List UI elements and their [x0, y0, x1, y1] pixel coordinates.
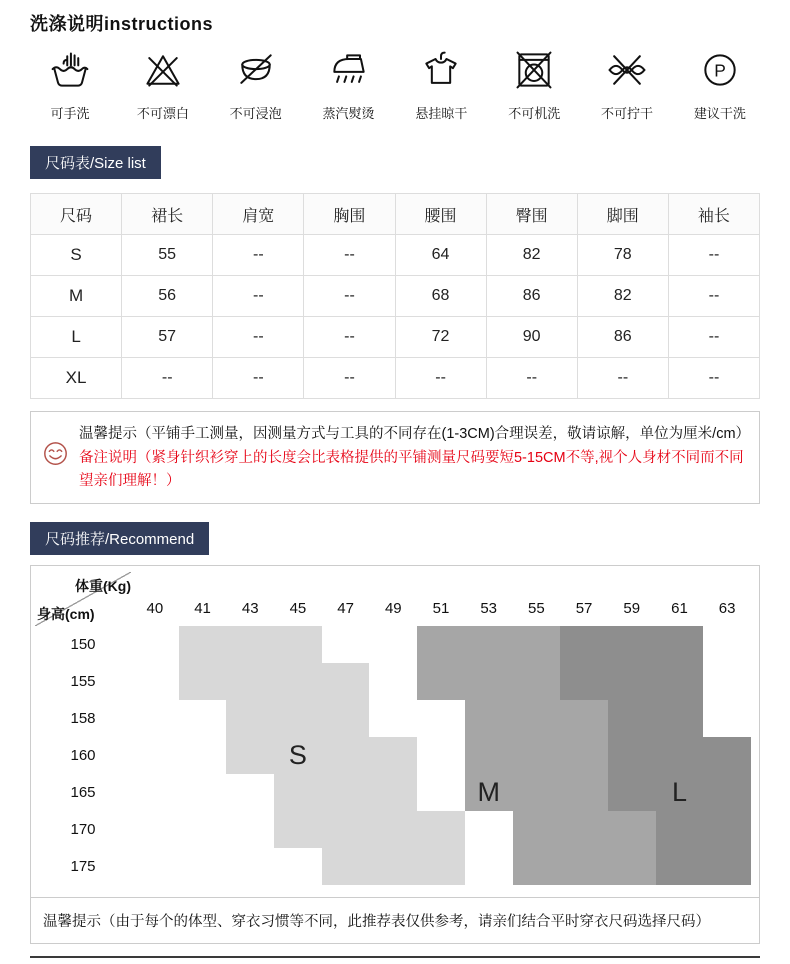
wash-item-2 [216, 48, 296, 122]
chart-cell [417, 811, 465, 848]
chart-cell [417, 663, 465, 700]
axis-weight-label: 体重(Kg) [75, 578, 131, 595]
size-table-cell: -- [213, 317, 304, 358]
height-tick: 150 [70, 636, 96, 654]
chart-cell [322, 663, 370, 700]
chart-cell [322, 774, 370, 811]
wash-item-label: 悬挂晾干 [415, 106, 468, 121]
chart-cell [369, 811, 417, 848]
chart-cell [322, 737, 370, 774]
size-table-cell: M [31, 276, 122, 317]
chart-cell [560, 700, 608, 737]
wash-item-5 [494, 48, 574, 122]
chart-cell [513, 700, 561, 737]
size-table [30, 193, 760, 399]
size-col-header-3: 胸围 [304, 194, 395, 235]
size-table-cell: 64 [395, 235, 486, 276]
weight-tick: 57 [575, 600, 593, 618]
wash-icons-row [30, 48, 760, 122]
wash-item-6 [587, 48, 667, 122]
size-recommend-section [30, 504, 760, 944]
chart-cell [131, 700, 179, 737]
axis-corner [35, 572, 131, 626]
size-table-head [31, 194, 760, 235]
chart-cell [131, 774, 179, 811]
chart-cell [179, 848, 227, 885]
size-recommend-chart [30, 565, 760, 944]
chart-cell [226, 700, 274, 737]
chart-cell [656, 774, 704, 811]
size-table-header-row [31, 194, 760, 235]
region-label-S: S [288, 740, 307, 771]
chart-grid [31, 566, 759, 897]
size-table-cell: L [31, 317, 122, 358]
section-divider [30, 956, 760, 958]
chart-cell [417, 848, 465, 885]
chart-cell [608, 811, 656, 848]
weight-tick: 55 [528, 600, 545, 618]
smiley-icon [42, 440, 69, 476]
size-table-cell: 56 [122, 276, 213, 317]
chart-cell [703, 774, 751, 811]
size-table-cell: 68 [395, 276, 486, 317]
chart-cell [703, 663, 751, 700]
chart-cell [369, 663, 417, 700]
chart-cell [513, 737, 561, 774]
chart-cell [322, 811, 370, 848]
size-table-cell: -- [213, 276, 304, 317]
size-col-header-5: 臀围 [486, 194, 577, 235]
size-col-header-7: 袖长 [668, 194, 759, 235]
dry-clean-icon [680, 48, 760, 97]
chart-cell [131, 848, 179, 885]
chart-cell [560, 737, 608, 774]
chart-cell [274, 700, 322, 737]
chart-cell [274, 663, 322, 700]
size-table-cell: XL [31, 358, 122, 399]
weight-tick: 53 [480, 600, 498, 618]
chart-cell [465, 774, 513, 811]
chart-cell [703, 848, 751, 885]
size-table-row [31, 358, 760, 399]
size-list-badge: 尺码表/Size list [30, 146, 161, 179]
region-label-L: L [671, 777, 687, 808]
recommend-badge: 尺码推荐/Recommend [30, 522, 209, 555]
wash-item-0 [30, 48, 110, 122]
no-soak-icon [216, 48, 296, 97]
chart-cell [656, 811, 704, 848]
chart-cell [322, 626, 370, 663]
wash-instructions-section [30, 10, 760, 122]
chart-cell [417, 700, 465, 737]
size-table-cell: 90 [486, 317, 577, 358]
size-table-cell: -- [213, 235, 304, 276]
chart-cell [703, 700, 751, 737]
weight-tick: 51 [432, 600, 450, 618]
chart-cell [226, 774, 274, 811]
chart-cell [179, 663, 227, 700]
chart-cell [656, 700, 704, 737]
chart-cell [513, 774, 561, 811]
chart-cell [417, 626, 465, 663]
chart-cell [560, 663, 608, 700]
chart-cell [608, 848, 656, 885]
chart-cell [465, 737, 513, 774]
chart-cell [465, 663, 513, 700]
chart-cell [274, 774, 322, 811]
chart-cell [369, 774, 417, 811]
chart-cell [465, 811, 513, 848]
size-table-cell: -- [304, 235, 395, 276]
height-tick: 165 [70, 784, 96, 802]
recommend-tip: 温馨提示（由于每个的体型、穿衣习惯等不同，此推荐表仅供参考，请亲们结合平时穿衣尺码选择尺码） [31, 897, 759, 943]
chart-cell [656, 737, 704, 774]
size-table-cell: 86 [577, 317, 668, 358]
chart-cell [131, 663, 179, 700]
chart-cell [560, 626, 608, 663]
chart-cell [703, 737, 751, 774]
size-table-cell: -- [213, 358, 304, 399]
wash-item-3 [309, 48, 389, 122]
wash-title-zh: 洗涤说明 [30, 14, 104, 34]
chart-cell [369, 626, 417, 663]
chart-cell [703, 811, 751, 848]
chart-cell [608, 700, 656, 737]
axis-height-label: 身高(cm) [37, 606, 95, 623]
chart-cell [560, 848, 608, 885]
weight-tick: 59 [623, 600, 641, 618]
chart-cell [179, 737, 227, 774]
weight-tick: 63 [718, 600, 736, 618]
chart-cell [226, 663, 274, 700]
chart-cell [608, 663, 656, 700]
wash-item-label: 不可机洗 [508, 106, 561, 121]
size-table-cell: S [31, 235, 122, 276]
wash-item-label: 不可拧干 [601, 106, 654, 121]
size-table-cell: -- [122, 358, 213, 399]
size-col-header-4: 腰围 [395, 194, 486, 235]
wash-item-7 [680, 48, 760, 122]
chart-cell [656, 663, 704, 700]
chart-cell [179, 774, 227, 811]
size-table-cell: 82 [577, 276, 668, 317]
chart-cell [322, 700, 370, 737]
size-table-section [30, 122, 760, 504]
chart-cell [560, 811, 608, 848]
size-table-row [31, 235, 760, 276]
height-tick: 160 [70, 747, 96, 765]
wash-item-label: 可手洗 [50, 106, 90, 121]
chart-cell [322, 848, 370, 885]
chart-cell [465, 700, 513, 737]
size-table-cell: 82 [486, 235, 577, 276]
size-table-cell: -- [668, 276, 759, 317]
chart-cell [131, 626, 179, 663]
chart-cell [274, 848, 322, 885]
chart-cell [226, 811, 274, 848]
wash-title-en: instructions [104, 14, 214, 34]
chart-cell [226, 737, 274, 774]
size-table-cell: -- [668, 235, 759, 276]
weight-tick: 61 [671, 600, 688, 618]
size-table-cell: -- [668, 317, 759, 358]
chart-cell [513, 848, 561, 885]
height-tick: 158 [70, 710, 96, 728]
weight-tick: 41 [194, 600, 211, 618]
chart-cell [179, 700, 227, 737]
size-table-cell: -- [304, 317, 395, 358]
measure-tip-text: 温馨提示（平铺手工测量，因测量方式与工具的不同存在(1-3CM)合理误差，敬请谅解，单位为厘米/cm） [79, 426, 751, 442]
size-table-cell: 55 [122, 235, 213, 276]
size-col-header-6: 脚围 [577, 194, 668, 235]
size-table-cell: -- [304, 276, 395, 317]
wash-item-label: 不可浸泡 [229, 106, 282, 121]
hand-wash-icon [30, 48, 110, 97]
chart-cell [656, 848, 704, 885]
chart-cell [608, 737, 656, 774]
weight-tick: 40 [146, 600, 164, 618]
no-wring-icon [587, 48, 667, 97]
chart-cell [703, 626, 751, 663]
height-tick: 170 [70, 821, 96, 839]
size-table-cell: 86 [486, 276, 577, 317]
chart-cell [465, 848, 513, 885]
size-table-cell: -- [395, 358, 486, 399]
chart-cell [226, 848, 274, 885]
size-table-cell: -- [668, 358, 759, 399]
chart-cell [608, 626, 656, 663]
chart-cell [513, 811, 561, 848]
size-table-cell: 57 [122, 317, 213, 358]
chart-cell [513, 663, 561, 700]
chart-cell [369, 737, 417, 774]
chart-cell [131, 737, 179, 774]
no-machine-wash-icon [494, 48, 574, 97]
wash-title [30, 10, 760, 36]
size-table-cell: -- [577, 358, 668, 399]
wash-item-label: 蒸汽熨烫 [322, 106, 375, 121]
size-table-row [31, 317, 760, 358]
chart-cell [179, 811, 227, 848]
chart-cell [417, 774, 465, 811]
size-table-cell: -- [486, 358, 577, 399]
weight-tick: 47 [337, 600, 354, 618]
height-tick: 155 [70, 673, 96, 691]
chart-cell [465, 626, 513, 663]
size-col-header-1: 裙长 [122, 194, 213, 235]
size-table-cell: 72 [395, 317, 486, 358]
chart-cell [274, 626, 322, 663]
chart-cell [369, 700, 417, 737]
weight-tick: 49 [384, 600, 402, 618]
hang-dry-icon [401, 48, 481, 97]
chart-cell [274, 811, 322, 848]
wash-item-1 [123, 48, 203, 122]
wash-item-label: 建议干洗 [693, 106, 746, 121]
chart-cell [274, 737, 322, 774]
size-col-header-2: 肩宽 [213, 194, 304, 235]
chart-cell [179, 626, 227, 663]
size-table-cell: -- [304, 358, 395, 399]
chart-cell [560, 774, 608, 811]
chart-cell [131, 811, 179, 848]
wash-item-label: 不可漂白 [136, 106, 189, 121]
size-table-cell: 78 [577, 235, 668, 276]
size-table-row [31, 276, 760, 317]
svg-text:P: P [714, 60, 726, 81]
size-table-body [31, 235, 760, 399]
no-bleach-icon [123, 48, 203, 97]
chart-cell [226, 626, 274, 663]
chart-cell [656, 626, 704, 663]
region-label-M: M [477, 777, 500, 808]
steam-iron-icon [309, 48, 389, 97]
size-col-header-0: 尺码 [31, 194, 122, 235]
chart-cell [417, 737, 465, 774]
measure-note-box [30, 411, 760, 504]
height-tick: 175 [70, 858, 96, 876]
measure-remark-text: 备注说明（紧身针织衫穿上的长度会比表格提供的平铺测量尺码要短5-15CM不等,视个人身材不同而不同望亲们理解！） [79, 450, 744, 489]
chart-cell [608, 774, 656, 811]
weight-tick: 43 [241, 600, 259, 618]
wash-item-4 [401, 48, 481, 122]
chart-cell [369, 848, 417, 885]
chart-cell [513, 626, 561, 663]
weight-tick: 45 [289, 600, 307, 618]
